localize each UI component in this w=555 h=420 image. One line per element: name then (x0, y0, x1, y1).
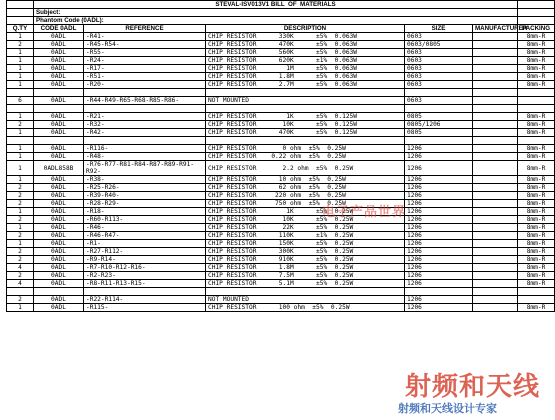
packing-cell: 8mm-R (518, 113, 555, 121)
table-row (7, 73, 555, 81)
qty-cell: 1 (7, 81, 34, 89)
size-cell: 0603/0805 (405, 41, 473, 49)
size-cell: 0603 (405, 73, 473, 81)
table-row (7, 272, 555, 280)
manufacturer-cell (473, 105, 518, 113)
table-row (7, 304, 555, 312)
description-cell: CHIP RESISTOR 470K ±5% 0.125W (206, 129, 405, 137)
qty-cell: 2 (7, 248, 34, 256)
manufacturer-cell (473, 176, 518, 184)
packing-cell: 8mm-R (518, 145, 555, 153)
reference-cell: -R48- (84, 153, 206, 161)
packing-cell: 8mm-R (518, 81, 555, 89)
code-cell: 0ADL (34, 296, 84, 304)
table-row (7, 200, 555, 208)
qty-cell: 1 (7, 65, 34, 73)
qty-cell: 1 (7, 208, 34, 216)
packing-cell: 8mm-R (518, 272, 555, 280)
qty-cell: 2 (7, 296, 34, 304)
table-row (7, 184, 555, 192)
reference-cell: -R116- (84, 145, 206, 153)
code-cell: 0ADL (34, 176, 84, 184)
packing-cell (518, 89, 555, 97)
packing-cell: 8mm-R (518, 216, 555, 224)
spacer-row (7, 89, 555, 97)
manufacturer-cell (473, 161, 518, 176)
table-row (7, 176, 555, 184)
manufacturer-cell (473, 232, 518, 240)
manufacturer-cell (473, 145, 518, 153)
size-cell: 1206 (405, 153, 473, 161)
table-row (7, 280, 555, 288)
qty-cell: 1 (7, 153, 34, 161)
code-cell: 0ADL (34, 216, 84, 224)
table-row (7, 256, 555, 264)
description-cell: CHIP RESISTOR 2.7M ±5% 0.063W (206, 81, 405, 89)
size-cell: 1206 (405, 232, 473, 240)
description-cell: CHIP RESISTOR 910K ±5% 0.25W (206, 256, 405, 264)
manufacturer-cell (473, 41, 518, 49)
table-row (7, 113, 555, 121)
qty-cell: 1 (7, 113, 34, 121)
code-cell: 0ADL (34, 200, 84, 208)
code-cell: 0ADL (34, 256, 84, 264)
size-cell: 1206 (405, 264, 473, 272)
table-row (7, 232, 555, 240)
col-header-code: CODE 0ADL (34, 25, 84, 33)
manufacturer-cell (473, 256, 518, 264)
size-cell: 1206 (405, 145, 473, 153)
reference-cell: -R21- (84, 113, 206, 121)
manufacturer-cell (473, 137, 518, 145)
table-row (7, 121, 555, 129)
description-cell: CHIP RESISTOR 220 ohm ±5% 0.25W (206, 192, 405, 200)
description-cell: CHIP RESISTOR 0.22 ohm ±5% 0.25W (206, 153, 405, 161)
manufacturer-cell (473, 296, 518, 304)
size-cell: 0805 (405, 129, 473, 137)
table-row (7, 296, 555, 304)
description-cell: CHIP RESISTOR 1M ±5% 0.063W (206, 65, 405, 73)
description-cell: CHIP RESISTOR 2.2 ohm ±5% 0.25W (206, 161, 405, 176)
description-cell: CHIP RESISTOR 620K ±1% 0.063W (206, 57, 405, 65)
packing-cell: 8mm-R (518, 256, 555, 264)
manufacturer-cell (473, 304, 518, 312)
code-cell: 0ADL (34, 121, 84, 129)
code-cell: 0ADL858B (34, 161, 84, 176)
code-cell: 0ADL (34, 33, 84, 41)
qty-cell: 2 (7, 200, 34, 208)
size-cell: 0603 (405, 81, 473, 89)
table-row (7, 216, 555, 224)
reference-cell: -R2-R23- (84, 272, 206, 280)
description-cell: CHIP RESISTOR 150K ±5% 0.25W (206, 240, 405, 248)
col-header-size: SIZE (405, 25, 473, 33)
description-cell: CHIP RESISTOR 1.8M ±5% 0.25W (206, 264, 405, 272)
packing-cell: 8mm-R (518, 192, 555, 200)
reference-cell: -R44-R49-R65-R68-R85-R86- (84, 97, 206, 105)
watermark-bottom-sub: 射频和天线设计专家 (398, 403, 497, 415)
packing-cell: 8mm-R (518, 232, 555, 240)
packing-cell (518, 105, 555, 113)
table-row (7, 41, 555, 49)
table-row (7, 153, 555, 161)
qty-cell: 1 (7, 145, 34, 153)
reference-cell (84, 89, 206, 97)
spacer-row (7, 137, 555, 145)
col-header-qty: Q.TY (7, 25, 34, 33)
table-row (7, 57, 555, 65)
description-cell: CHIP RESISTOR 1K ±5% 0.125W (206, 113, 405, 121)
manufacturer-cell (473, 288, 518, 296)
reference-cell: -R25-R26- (84, 184, 206, 192)
qty-cell: 2 (7, 192, 34, 200)
manufacturer-cell (473, 192, 518, 200)
manufacturer-cell (473, 184, 518, 192)
manufacturer-cell (473, 65, 518, 73)
qty-cell: 1 (7, 240, 34, 248)
reference-cell: -R20- (84, 81, 206, 89)
size-cell: 0603 (405, 65, 473, 73)
column-header-row (7, 25, 555, 33)
packing-cell: 8mm-R (518, 200, 555, 208)
description-cell: CHIP RESISTOR 300K ±5% 0.25W (206, 248, 405, 256)
qty-cell: 1 (7, 224, 34, 232)
size-cell: 0603 (405, 57, 473, 65)
qty-cell (7, 105, 34, 113)
code-cell: 0ADL (34, 272, 84, 280)
code-cell: 0ADL (34, 145, 84, 153)
reference-cell: -R17- (84, 65, 206, 73)
packing-cell: 8mm-R (518, 153, 555, 161)
code-cell: 0ADL (34, 73, 84, 81)
qty-cell: 1 (7, 33, 34, 41)
reference-cell: -R9-R14- (84, 256, 206, 264)
reference-cell: -R1- (84, 240, 206, 248)
size-cell: 0805 (405, 113, 473, 121)
reference-cell: -R38- (84, 176, 206, 184)
description-cell: CHIP RESISTOR 10K ±5% 0.125W (206, 121, 405, 129)
reference-cell: -R24- (84, 57, 206, 65)
code-cell: 0ADL (34, 248, 84, 256)
qty-cell: 1 (7, 161, 34, 176)
code-cell: 0ADL (34, 97, 84, 105)
reference-cell: -R42- (84, 129, 206, 137)
packing-cell: 8mm-R (518, 224, 555, 232)
packing-cell: 8mm-R (518, 304, 555, 312)
packing-cell: 8mm-R (518, 264, 555, 272)
packing-cell: 8mm-R (518, 208, 555, 216)
packing-cell: 8mm-R (518, 184, 555, 192)
reference-cell: -R60-R113- (84, 216, 206, 224)
manufacturer-cell (473, 73, 518, 81)
qty-cell: 1 (7, 49, 34, 57)
code-cell: 0ADL (34, 49, 84, 57)
description-cell: CHIP RESISTOR 750 ohm ±5% 0.25W (206, 200, 405, 208)
code-cell (34, 105, 84, 113)
reference-cell: -R51- (84, 73, 206, 81)
manufacturer-cell (473, 248, 518, 256)
qty-cell: 2 (7, 232, 34, 240)
size-cell: 1206 (405, 248, 473, 256)
description-cell: CHIP RESISTOR 5.1M ±5% 0.25W (206, 280, 405, 288)
packing-cell: 8mm-R (518, 41, 555, 49)
code-cell: 0ADL (34, 208, 84, 216)
description-cell: CHIP RESISTOR 100 ohm ±5% 0.25W (206, 304, 405, 312)
bom-table (6, 0, 555, 312)
packing-cell: 8mm-R (518, 49, 555, 57)
watermark-bottom-main: 射频和天线 (405, 371, 541, 401)
description-cell: CHIP RESISTOR 330K ±5% 0.063W (206, 33, 405, 41)
reference-cell: -R32- (84, 121, 206, 129)
reference-cell: -R22-R114- (84, 296, 206, 304)
reference-cell: -R76-R77-R81-R84-R87-R89-R91-R92- (84, 161, 206, 176)
manufacturer-cell (473, 272, 518, 280)
packing-cell (518, 97, 555, 105)
qty-cell: 1 (7, 304, 34, 312)
manufacturer-cell (473, 240, 518, 248)
size-cell: 0603 (405, 49, 473, 57)
size-cell (405, 137, 473, 145)
code-cell: 0ADL (34, 65, 84, 73)
size-cell: 0805/1206 (405, 121, 473, 129)
qty-cell: 6 (7, 97, 34, 105)
description-cell (206, 288, 405, 296)
qty-cell: 1 (7, 73, 34, 81)
col-header-manufacturer: MANUFACTURER (473, 25, 518, 33)
code-cell: 0ADL (34, 41, 84, 49)
reference-cell (84, 288, 206, 296)
manufacturer-cell (473, 33, 518, 41)
manufacturer-cell (473, 113, 518, 121)
size-cell (405, 89, 473, 97)
description-cell: CHIP RESISTOR 10 ohm ±5% 0.25W (206, 176, 405, 184)
manufacturer-cell (473, 97, 518, 105)
reference-cell: -R28-R29- (84, 200, 206, 208)
table-row (7, 192, 555, 200)
watermark-top: 电子产品世界 (322, 204, 407, 219)
size-cell: 1206 (405, 296, 473, 304)
packing-cell: 8mm-R (518, 65, 555, 73)
code-cell: 0ADL (34, 240, 84, 248)
packing-cell: 8mm-R (518, 121, 555, 129)
description-cell: NOT MOUNTED (206, 97, 405, 105)
qty-cell: 2 (7, 41, 34, 49)
qty-cell: 1 (7, 129, 34, 137)
table-row (7, 97, 555, 105)
description-cell: CHIP RESISTOR 0 ohm ±5% 0.25W (206, 145, 405, 153)
description-cell: CHIP RESISTOR 110K ±1% 0.25W (206, 232, 405, 240)
reference-cell: -R55- (84, 49, 206, 57)
description-cell: CHIP RESISTOR 1.8M ±5% 0.063W (206, 73, 405, 81)
manufacturer-cell (473, 153, 518, 161)
size-cell: 1206 (405, 184, 473, 192)
table-row (7, 129, 555, 137)
code-cell: 0ADL (34, 81, 84, 89)
code-cell: 0ADL (34, 192, 84, 200)
description-cell: NOT MOUNTED (206, 296, 405, 304)
table-row (7, 248, 555, 256)
qty-cell: 1 (7, 176, 34, 184)
manufacturer-cell (473, 49, 518, 57)
manufacturer-cell (473, 224, 518, 232)
packing-cell: 8mm-R (518, 161, 555, 176)
code-cell: 0ADL (34, 184, 84, 192)
code-cell: 0ADL (34, 153, 84, 161)
reference-cell: -R8-R11-R13-R15- (84, 280, 206, 288)
table-row (7, 49, 555, 57)
code-cell: 0ADL (34, 232, 84, 240)
table-row (7, 145, 555, 153)
packing-cell: 8mm-R (518, 176, 555, 184)
size-cell: 1206 (405, 240, 473, 248)
size-cell: 1206 (405, 272, 473, 280)
size-cell: 1206 (405, 161, 473, 176)
reference-cell: -R41- (84, 33, 206, 41)
description-cell (206, 105, 405, 113)
reference-cell: -R27-R112- (84, 248, 206, 256)
reference-cell: -R45-R54- (84, 41, 206, 49)
reference-cell: -R46-R47- (84, 232, 206, 240)
qty-cell: 2 (7, 256, 34, 264)
qty-cell: 2 (7, 216, 34, 224)
phantom-code-label: Phantom Code (0ADL): (34, 17, 518, 25)
table-row (7, 240, 555, 248)
qty-cell (7, 288, 34, 296)
code-cell: 0ADL (34, 264, 84, 272)
manufacturer-cell (473, 216, 518, 224)
table-row (7, 33, 555, 41)
col-header-description: DESCRIPTION (206, 25, 405, 33)
description-cell: CHIP RESISTOR 22K ±5% 0.25W (206, 224, 405, 232)
table-row (7, 65, 555, 73)
size-cell: 0603 (405, 97, 473, 105)
spacer-row (7, 288, 555, 296)
manufacturer-cell (473, 89, 518, 97)
subject-label: Subject: (34, 9, 518, 17)
description-cell: CHIP RESISTOR 560K ±5% 0.063W (206, 49, 405, 57)
packing-cell: 8mm-R (518, 33, 555, 41)
size-cell: 1206 (405, 216, 473, 224)
manufacturer-cell (473, 264, 518, 272)
reference-cell (84, 137, 206, 145)
qty-cell: 4 (7, 280, 34, 288)
packing-cell: 8mm-R (518, 240, 555, 248)
spacer-row (7, 105, 555, 113)
size-cell: 1206 (405, 304, 473, 312)
size-cell (405, 288, 473, 296)
description-cell (206, 89, 405, 97)
size-cell: 1206 (405, 280, 473, 288)
description-cell: CHIP RESISTOR 1K ±5% 0.25W (206, 208, 405, 216)
size-cell: 0603 (405, 33, 473, 41)
reference-cell: -R39-R40- (84, 192, 206, 200)
description-cell: CHIP RESISTOR 470K ±5% 0.063W (206, 41, 405, 49)
code-cell (34, 89, 84, 97)
packing-cell: 8mm-R (518, 280, 555, 288)
size-cell: 1206 (405, 176, 473, 184)
qty-cell: 4 (7, 264, 34, 272)
size-cell (405, 105, 473, 113)
packing-cell (518, 288, 555, 296)
table-row (7, 224, 555, 232)
size-cell: 1206 (405, 192, 473, 200)
description-cell (206, 137, 405, 145)
table-row (7, 264, 555, 272)
code-cell (34, 137, 84, 145)
qty-cell (7, 137, 34, 145)
qty-cell (7, 89, 34, 97)
qty-cell: 2 (7, 121, 34, 129)
reference-cell: -R18- (84, 208, 206, 216)
description-cell: CHIP RESISTOR 10K ±5% 0.25W (206, 216, 405, 224)
table-row (7, 208, 555, 216)
reference-cell: -R46- (84, 224, 206, 232)
qty-cell: 2 (7, 272, 34, 280)
code-cell: 0ADL (34, 57, 84, 65)
size-cell: 1206 (405, 200, 473, 208)
code-cell: 0ADL (34, 224, 84, 232)
reference-cell (84, 105, 206, 113)
manufacturer-cell (473, 121, 518, 129)
packing-cell: 8mm-R (518, 248, 555, 256)
manufacturer-cell (473, 81, 518, 89)
reference-cell: -R115- (84, 304, 206, 312)
packing-cell (518, 137, 555, 145)
packing-cell: 8mm-R (518, 57, 555, 65)
reference-cell: -R7-R10-R12-R16- (84, 264, 206, 272)
packing-cell: 8mm-R (518, 129, 555, 137)
description-cell: CHIP RESISTOR 7.5M ±5% 0.25W (206, 272, 405, 280)
qty-cell: 2 (7, 184, 34, 192)
col-header-reference: REFERENCE (84, 25, 206, 33)
manufacturer-cell (473, 200, 518, 208)
size-cell: 1206 (405, 208, 473, 216)
description-cell: CHIP RESISTOR 62 ohm ±5% 0.25W (206, 184, 405, 192)
manufacturer-cell (473, 208, 518, 216)
manufacturer-cell (473, 129, 518, 137)
size-cell: 1206 (405, 224, 473, 232)
col-header-packing: PACKING (518, 25, 555, 33)
table-row (7, 81, 555, 89)
code-cell: 0ADL (34, 280, 84, 288)
manufacturer-cell (473, 280, 518, 288)
code-cell: 0ADL (34, 113, 84, 121)
qty-cell: 1 (7, 57, 34, 65)
packing-cell (518, 296, 555, 304)
packing-cell: 8mm-R (518, 73, 555, 81)
size-cell: 1206 (405, 256, 473, 264)
code-cell: 0ADL (34, 129, 84, 137)
code-cell (34, 288, 84, 296)
bom-title: STEVAL-ISV013V1 BILL OF MATERIALS (34, 1, 518, 9)
manufacturer-cell (473, 57, 518, 65)
table-row (7, 161, 555, 176)
code-cell: 0ADL (34, 304, 84, 312)
